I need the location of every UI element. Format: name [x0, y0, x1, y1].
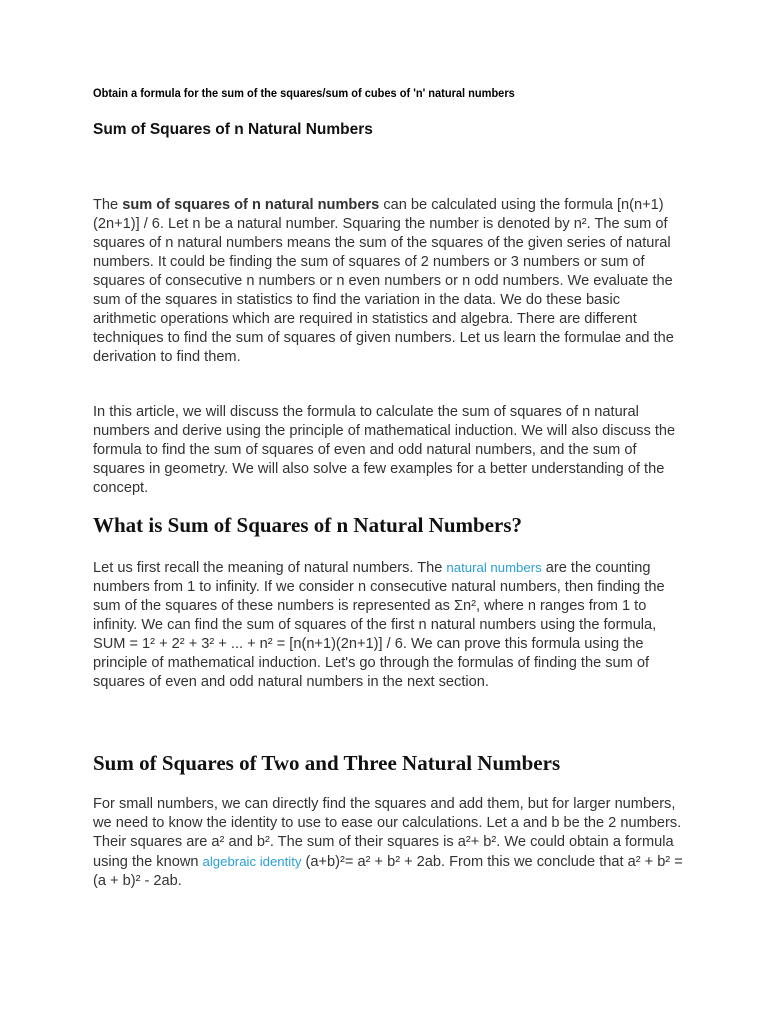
section2-text-start: For small numbers, we can directly find the squares and add them, but for larger numbers, we need to know the identity to use to ease our calculations. Let a and b be the 2 numbers. Their squares are a² and b². The sum of their squares is a²+ b². We could obtain a formula using the known — [93, 796, 682, 870]
section1-text-rest: are the counting numbers from 1 to infinity. If we consider n consecutive natural numbers, then finding the sum of the squares of these numbers is represented as Σn², where n ranges from 1 to infinity. We can find the sum of squares of the first n natural numbers using the formula, SUM = 1² + 2² + 3² + ... + n² = [n(n+1)(2n+1)] / 6. We can prove this formula using the principle of mathematical induction. Let's go through the formulas of finding the sum of squares of even and odd natural numbers in the next section. — [93, 560, 665, 690]
natural-numbers-paragraph — [93, 558, 683, 692]
intro-paragraph — [93, 196, 683, 367]
section-heading-what-is: What is Sum of Squares of n Natural Numbers? — [93, 513, 522, 537]
article-paragraph: In this article, we will discuss the formula to calculate the sum of squares of n natural numbers and derive using the principle of mathematical induction. We will also discuss the formula to find the sum of squares of even and odd natural numbers, and the sum of squares in geometry. We will also solve a few examples for a better understanding of the concept. — [93, 404, 676, 496]
two-three-paragraph — [93, 795, 683, 891]
section-heading-two-three: Sum of Squares of Two and Three Natural Numbers — [93, 751, 561, 775]
intro-text-rest: can be calculated using the formula [n(n+1)(2n+1)] / 6. Let n be a natural number. Squaring the number is denoted by n². The sum of squares of n natural numbers means the sum of the squares of the given series of natural numbers. It could be finding the sum of squares of 2 numbers or 3 numbers or sum of squares of consecutive n numbers or n even numbers or n odd numbers. We evaluate the sum of the squares in statistics to find the variation in the data. We do these basic arithmetic operations which are required in statistics and algebra. There are different techniques to find the sum of squares of given numbers. Let us learn the formulae and the derivation to find them. — [93, 197, 674, 365]
section1-text-start: Let us first recall the meaning of natural numbers. The — [93, 560, 447, 576]
page-title: Sum of Squares of n Natural Numbers — [93, 121, 373, 138]
question-heading: Obtain a formula for the sum of the squares/sum of cubes of 'n' natural numbers — [93, 86, 515, 100]
intro-bold-phrase: sum of squares of n natural numbers — [122, 197, 380, 213]
natural-numbers-link[interactable]: natural numbers — [446, 560, 542, 575]
algebraic-identity-link[interactable]: algebraic identity — [202, 854, 302, 869]
section2-text-rest: (a+b)²= a² + b² + 2ab. From this we conclude that a² + b² = (a + b)² - 2ab. — [93, 854, 683, 889]
intro-text-start: The — [93, 197, 123, 213]
